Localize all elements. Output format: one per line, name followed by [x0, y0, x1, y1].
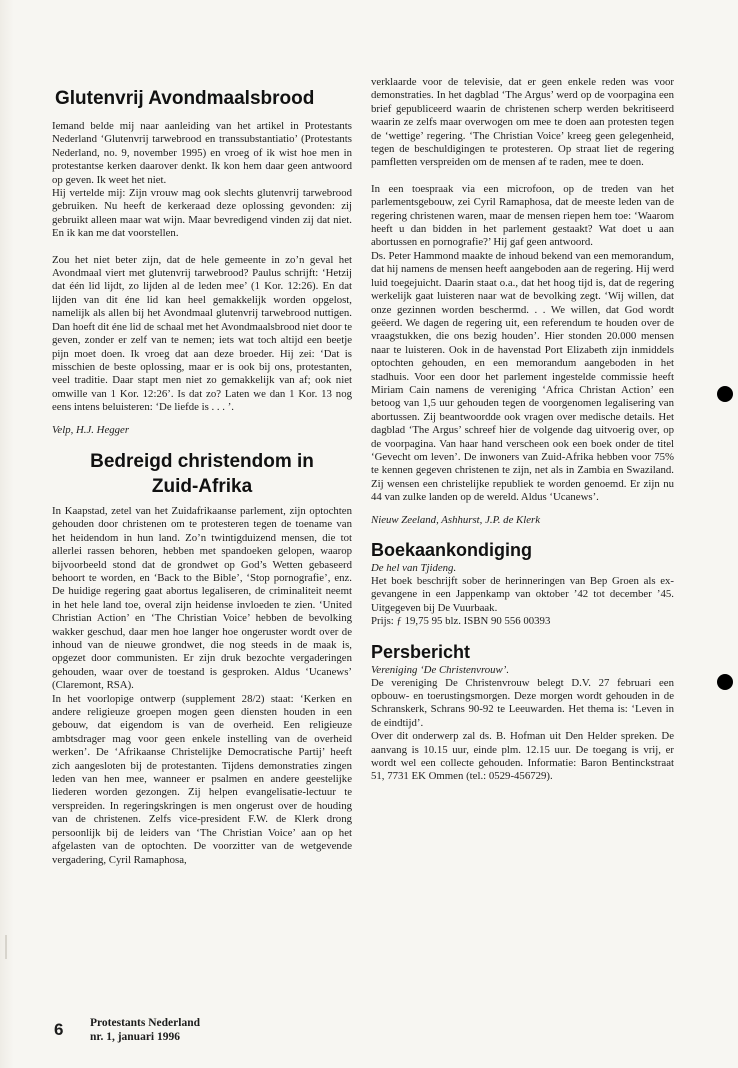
punch-hole — [717, 674, 733, 690]
title-line-1: Bedreigd christendom in — [90, 450, 314, 472]
gluten-paragraph-1: Iemand belde mij naar aanleiding van het artikel in Protestants Nederland ‘Glutenvrij tarwebrood en transsubstantiatio’ (Protestants Nederland, no. 9, november 1995) en vroeg of ik wist hoe men in protestantse kerken daarover denkt. Ik kon hem daar geen antwoord op geven. Ik weet het niet. — [52, 120, 352, 186]
spacer — [371, 170, 674, 183]
boekaankondiging-title: Boekaankondiging — [371, 540, 533, 560]
gluten-signature: Velp, H.J. Hegger — [52, 423, 130, 436]
gluten-paragraph-3: Zou het niet beter zijn, dat de hele gemeente in zo’n geval het Avondmaal viert met glutenvrij tarwebrood? Paulus schrijft: ‘Hetzij dat één lid lijdt, zo lijden al de leden mee’ (1 Kor. 12:26). En dat lijden van dit éne lid kan heel gemakkelijk worden opgelost, namelijk als allen bij het Avondmaal glutenvrij tarwebrood nuttigen. Dan hoeft dit éne lid de schaal met het Avondmaalsbrood niet door te geven, zonder er zelf van te nemen; iets wat toch altijd een beetje pijn moet doen. Ik vroeg dat aan deze broeder. Hij zei: ‘Dat is misschien de beste oplossing, maar er is ook bij ons, protestanten, veel traditie. Daar stapt men niet zo gemakkelijk van af; ook niet omwille van 1 Kor. 12:26’. Is dat zo? Laten we dan 1 Kor. 13 nog eens intens beluisteren: ‘De liefde is . . . ’. — [52, 253, 352, 414]
title-line-2: Zuid-Afrika — [151, 475, 253, 497]
zuid-afrika-signature: Nieuw Zeeland, Ashhurst, J.P. de Klerk — [371, 513, 541, 526]
right-column — [371, 76, 674, 784]
spacer — [371, 527, 674, 540]
zuid-afrika-paragraph-5: Ds. Peter Hammond maakte de inhoud bekend van een memorandum, dat hij namens de mensen heeft aangeboden aan de regering. Hij werd luid toegejuicht. Daarin staat o.a., dat het hoog tijd is, dat de regering werkelijk gaat luisteren naar wat de bevolking zegt. ‘Wij willen, dat onze gezinnen worden beschermd. . . We willen, dat God wordt geëerd. We dagen de regering uit, een referendum te houden over de vraagstukken, die ons bezig houden’. Hier stonden 20.000 mensen naar te luisteren. Ook in de havenstad Port Elizabeth zijn inmiddels optochten gehouden, en een memorandum aangeboden in het stadhuis. Voor een door het parlement ingestelde commissie heeft Miriam Cain namens de vereniging ‘Africa Christan Action’ een betoog van 1,5 uur gehouden tegen de voorgenomen legalisering van abortussen. Zij beantwoordde ook vragen over medische details. Het dagblad ‘The Argus’ schreef hier de volgende dag uitvoerig over, op de voorpagina. Van haar hand verscheen ook een boek onder de titel ‘Gevecht om leven’. De inwoners van Zuid-Afrika hebben voor 75% te kennen gegeven christenen te zijn, net als in Zambia en Swaziland. Zij wensen een christelijke republiek te worden genoemd. Er zijn nu 44 van zulke landen op de wereld. Aldus ‘Ucanews’. — [371, 249, 674, 504]
article-title-glutenvrij: Glutenvrij Avondmaalsbrood — [55, 88, 315, 109]
persbericht-paragraph-2: Over dit onderwerp zal ds. B. Hofman uit Den Helder spreken. De aanvang is 10.15 uur, einde plm. 12.15 uur. De toegang is vrij, er wordt wel een collecte gehouden. Informatie: Baron Bentinckstraat 51, 7731 EK Ommen (tel.: 0529-456729). — [371, 730, 674, 783]
zuid-afrika-paragraph-4: In een toespraak via een microfoon, op de treden van het parlementsgebouw, zei Cyril Ramaphosa, dat de meeste leden van de regering christenen waren, maar de mensen riepen hem toe: ‘Waarom heeft u dan bidden in het parlement gestaakt? Wat doet u aan abortussen en pornografie?’ Hij gaf geen antwoord. — [371, 182, 674, 249]
gluten-paragraph-2: Hij vertelde mij: Zijn vrouw mag ook slechts glutenvrij tarwebrood gebruiken. Nu heeft de kerkeraad deze oplossing gevonden: zij gebruikt alleen maar wat wijn. Maar bevredigend vinden zij dat niet. En ik kan me dat voorstellen. — [52, 187, 352, 240]
boekaankondiging-text: Het boek beschrijft sober de herinneringen van Bep Groen als ex-gevangene in een Jappenkamp van oktober ’42 tot december ’45. Uitgegeven bij De Vuurbaak. — [371, 575, 674, 614]
persbericht-title: Persbericht — [371, 641, 471, 662]
page-number: 6 — [54, 1020, 64, 1039]
persbericht-paragraph-1: De vereniging De Christenvrouw belegt D.V. 27 februari een opbouw- en toerustingsmorgen. Deze morgen wordt gehouden in de Schranskerk, Schrans 90-92 te Leeuwarden. Het thema is: ‘Leven in de eindtijd’. — [371, 676, 674, 729]
boekaankondiging-price: Prijs: ƒ 19,75 95 blz. ISBN 90 556 00393 — [371, 615, 551, 628]
publication-name: Protestants Nederland — [90, 1017, 200, 1029]
spacer — [371, 629, 674, 642]
persbericht-subtitle: Vereniging ‘De Christenvrouw’. — [371, 663, 510, 676]
zuid-afrika-paragraph-1: In Kaapstad, zetel van het Zuidafrikaanse parlement, zijn optochten gehouden door christenen om te protesteren tegen de toename van het heidendom in hun land. Zo’n twintigduizend mensen, die tot allerlei rassen behoren, hebben met spandoeken gelopen, waarop bijvoorbeeld stond dat de grondwet op God’s Wetten gebaseerd behoort te worden, en ‘Back to the Bible’, ‘Stop pornografie’, enz. De huidige regering gaat abortus legaliseren, de criminaliteit neemt in het hele land toe, overal zijn heidense invloeden te zien. ‘United Christian Action’ en ‘The Christian Voice’ hebben de bevolking wakker geschud, daar men hoe langer hoe ongeruster wordt over de inhoud van de nieuwe grondwet, die nog steeds in de maak is, opgezet door communisten. Er zijn druk bezochte vergaderingen gehouden, waar over de toestand is gesproken. Aldus ‘Ucanews’ (Claremont, RSA). — [52, 504, 352, 692]
publication-info — [90, 1016, 200, 1044]
article-title-bedreigd — [52, 437, 352, 505]
left-column — [52, 80, 352, 867]
zuid-afrika-paragraph-3: verklaarde voor de televisie, dat er geen enkele reden was voor demonstraties. In het dagblad ‘The Argus’ werd op de voorpagina een brief gepubliceerd waarin de christenen scherp werden bekritiseerd waarin ze zelfs maar overwogen om mee te doen aan protesten tegen de ‘wettige’ regering. ‘The Christian Voice’ kreeg geen gelegenheid, tegen de beschuldigingen te protesteren. Op straat liet de regering pamfletten verspreiden om de mensen af te raden, mee te doen. — [371, 76, 674, 169]
spine-mark — [5, 935, 7, 959]
punch-hole — [717, 386, 733, 402]
issue-info: nr. 1, januari 1996 — [90, 1031, 180, 1043]
spacer — [52, 241, 352, 254]
zuid-afrika-paragraph-2: In het voorlopige ontwerp (supplement 28/2) staat: ‘Kerken en andere religieuze groepen mogen geen diensten houden in een gebouw, dat eigendom is van de overheid. Een religieuze ambtsdrager mag voor geen enkele instelling van de overheid werken’. De ‘Afrikaanse Christelijke Democratische Partij’ heeft zich aangesloten bij de protestanten. Tijdens demonstraties zingen leden van hen mee, wanneer er psalmen en andere geestelijke liederen worden gezongen. Zij helpen evangelisatie-lectuur te verspreiden. In regeringskringen is men ongerust over de houding van de christenen. Zelfs vice-president F.W. de Klerk drong persoonlijk bij de leiders van ‘The Christian Voice’ aan op het afgelasten van de optochten. De voorzitter van de wetgevende vergadering, Cyril Ramaphosa, — [52, 692, 352, 866]
boekaankondiging-subtitle: De hel van Tjideng. — [371, 562, 457, 574]
